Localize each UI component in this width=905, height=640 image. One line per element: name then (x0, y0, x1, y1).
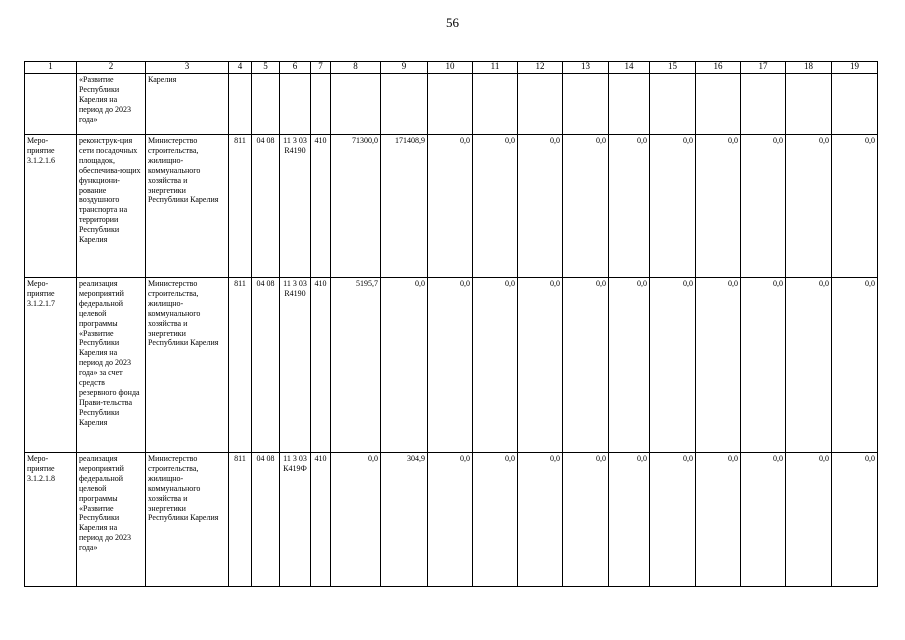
event-name-cell: реализация мероприятий федеральной целевой программы «Развитие Республики Карелия на период до 2023 года» (77, 453, 146, 587)
column-header-12: 12 (518, 62, 563, 74)
value-cell-col-17: 0,0 (741, 278, 786, 453)
expense-type-cell: 410 (311, 453, 331, 587)
target-article-cell: 11 3 03 R4190 (280, 135, 311, 278)
column-header-17: 17 (741, 62, 786, 74)
value-cell-col-16: 0,0 (696, 135, 741, 278)
value-cell-col-18: 0,0 (786, 135, 832, 278)
column-header-5: 5 (252, 62, 280, 74)
event-name-cell: реконструк-ция сети посадочных площадок, обеспечива-ющих функциони-рование воздушного транспорта на территории Республики Карелия (77, 135, 146, 278)
value-cell-col-8: 71300,0 (331, 135, 381, 278)
expense-type-cell: 410 (311, 278, 331, 453)
column-header-18: 18 (786, 62, 832, 74)
value-cell-col-13: 0,0 (563, 453, 609, 587)
event-number-cell: Меро-приятие 3.1.2.1.6 (25, 135, 77, 278)
value-cell-col-15: 0,0 (650, 135, 696, 278)
column-header-3: 3 (146, 62, 229, 74)
column-header-8: 8 (331, 62, 381, 74)
section-code-cell: 04 08 (252, 278, 280, 453)
grbs-code-cell: 811 (229, 135, 252, 278)
column-header-19: 19 (832, 62, 878, 74)
column-header-6: 6 (280, 62, 311, 74)
value-cell-col-14: 0,0 (609, 453, 650, 587)
executor-cell: Карелия (146, 74, 229, 135)
event-number-cell: Меро-приятие 3.1.2.1.8 (25, 453, 77, 587)
column-header-2: 2 (77, 62, 146, 74)
executor-cell: Министерство строительства, жилищно-коммунального хозяйства и энергетики Республики Карелия (146, 278, 229, 453)
table-row (25, 74, 878, 135)
value-cell-col-15 (650, 74, 696, 135)
target-article-cell: 11 3 03 К419Ф (280, 453, 311, 587)
value-cell-col-16: 0,0 (696, 278, 741, 453)
event-number-cell: Меро-приятие 3.1.2.1.7 (25, 278, 77, 453)
target-article-cell: 11 3 03 R4190 (280, 278, 311, 453)
value-cell-col-11: 0,0 (473, 135, 518, 278)
value-cell-col-8 (331, 74, 381, 135)
section-code-cell: 04 08 (252, 135, 280, 278)
executor-cell: Министерство строительства, жилищно-коммунального хозяйства и энергетики Республики Карелия (146, 453, 229, 587)
page-number: 56 (446, 15, 459, 30)
column-header-10: 10 (428, 62, 473, 74)
value-cell-col-16: 0,0 (696, 453, 741, 587)
value-cell-col-14: 0,0 (609, 135, 650, 278)
value-cell-col-15: 0,0 (650, 278, 696, 453)
value-cell-col-13 (563, 74, 609, 135)
event-name-cell: реализация мероприятий федеральной целевой программы «Развитие Республики Карелия на период до 2023 года» за счет средств резервного фонда Прави-тельства Республики Карелия (77, 278, 146, 453)
column-header-7: 7 (311, 62, 331, 74)
grbs-code-cell (229, 74, 252, 135)
column-header-15: 15 (650, 62, 696, 74)
header-row (25, 62, 878, 74)
value-cell-col-11: 0,0 (473, 453, 518, 587)
section-code-cell (252, 74, 280, 135)
budget-table (24, 61, 878, 587)
column-header-1: 1 (25, 62, 77, 74)
column-header-4: 4 (229, 62, 252, 74)
value-cell-col-19: 0,0 (832, 135, 878, 278)
value-cell-col-10: 0,0 (428, 278, 473, 453)
value-cell-col-10: 0,0 (428, 135, 473, 278)
value-cell-col-17: 0,0 (741, 453, 786, 587)
value-cell-col-12: 0,0 (518, 135, 563, 278)
value-cell-col-9: 171408,9 (381, 135, 428, 278)
value-cell-col-15: 0,0 (650, 453, 696, 587)
table-body (25, 74, 878, 587)
expense-type-cell (311, 74, 331, 135)
column-header-11: 11 (473, 62, 518, 74)
grbs-code-cell: 811 (229, 453, 252, 587)
column-header-9: 9 (381, 62, 428, 74)
value-cell-col-19: 0,0 (832, 453, 878, 587)
value-cell-col-14: 0,0 (609, 278, 650, 453)
value-cell-col-19: 0,0 (832, 278, 878, 453)
value-cell-col-18: 0,0 (786, 453, 832, 587)
value-cell-col-19 (832, 74, 878, 135)
value-cell-col-11 (473, 74, 518, 135)
value-cell-col-8: 0,0 (331, 453, 381, 587)
value-cell-col-18: 0,0 (786, 278, 832, 453)
value-cell-col-13: 0,0 (563, 135, 609, 278)
value-cell-col-9: 0,0 (381, 278, 428, 453)
column-header-16: 16 (696, 62, 741, 74)
event-name-cell: «Развитие Республики Карелия на период до 2023 года» (77, 74, 146, 135)
grbs-code-cell: 811 (229, 278, 252, 453)
event-number-cell (25, 74, 77, 135)
value-cell-col-12: 0,0 (518, 278, 563, 453)
value-cell-col-18 (786, 74, 832, 135)
column-header-14: 14 (609, 62, 650, 74)
target-article-cell (280, 74, 311, 135)
value-cell-col-12: 0,0 (518, 453, 563, 587)
value-cell-col-17: 0,0 (741, 135, 786, 278)
value-cell-col-14 (609, 74, 650, 135)
value-cell-col-9 (381, 74, 428, 135)
value-cell-col-11: 0,0 (473, 278, 518, 453)
value-cell-col-9: 304,9 (381, 453, 428, 587)
value-cell-col-17 (741, 74, 786, 135)
value-cell-col-10: 0,0 (428, 453, 473, 587)
expense-type-cell: 410 (311, 135, 331, 278)
table-row (25, 278, 878, 453)
column-header-13: 13 (563, 62, 609, 74)
value-cell-col-8: 5195,7 (331, 278, 381, 453)
value-cell-col-13: 0,0 (563, 278, 609, 453)
value-cell-col-12 (518, 74, 563, 135)
section-code-cell: 04 08 (252, 453, 280, 587)
table-row (25, 453, 878, 587)
table-row (25, 135, 878, 278)
executor-cell: Министерство строительства, жилищно-коммунального хозяйства и энергетики Республики Карелия (146, 135, 229, 278)
value-cell-col-16 (696, 74, 741, 135)
value-cell-col-10 (428, 74, 473, 135)
